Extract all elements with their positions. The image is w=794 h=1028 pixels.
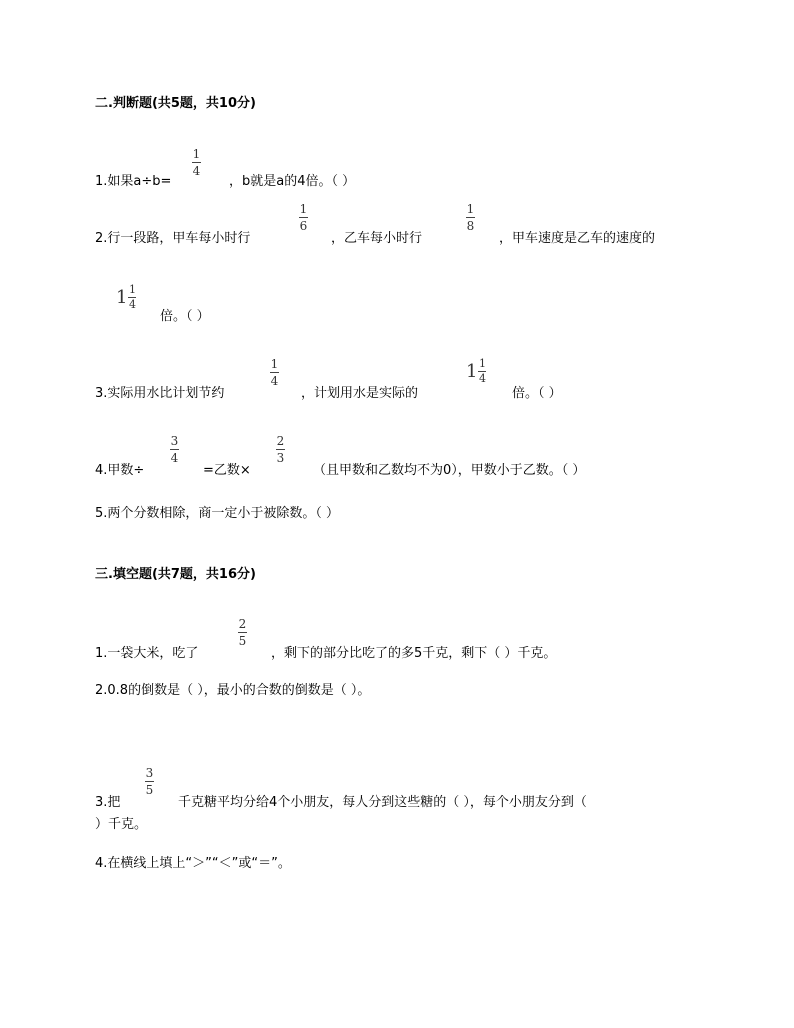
question-2-2-text-part3: ，甲车速度是乙车的速度的	[499, 231, 656, 246]
fraction-bar	[276, 449, 285, 450]
numerator: 1	[299, 202, 308, 216]
section-heading-judgment: 二.判断题(共5题，共10分)	[95, 96, 256, 111]
fraction-bar	[238, 632, 247, 633]
question-2-5-text: 5.两个分数相除，商一定小于被除数。（ ）	[95, 506, 340, 521]
question-2-2-text-part2: ，乙车每小时行	[331, 231, 423, 246]
denominator: 4	[128, 298, 136, 311]
question-2-3-text-part1: 3.实际用水比计划节约	[95, 386, 225, 401]
denominator: 4	[170, 451, 179, 465]
denominator: 6	[299, 219, 308, 233]
fraction-part	[478, 358, 486, 385]
question-3-3-text-part3: ）千克。	[95, 817, 148, 832]
numerator: 1	[192, 147, 201, 161]
question-3-1-text-part2: ，剩下的部分比吃了的多5千克，剩下（ ）千克。	[271, 646, 557, 661]
fraction-one-eighth	[466, 203, 475, 233]
question-2-3-text-part3: 倍。（ ）	[512, 386, 562, 401]
question-2-4-text-part3: （且甲数和乙数均不为0），甲数小于乙数。（ ）	[313, 463, 586, 478]
question-2-1-text-end: ，b就是a的4倍。（ ）	[229, 174, 356, 189]
question-2-2-text-part1: 2.行一段路，甲车每小时行	[95, 231, 251, 246]
denominator: 5	[238, 634, 247, 648]
denominator: 4	[192, 164, 201, 178]
fraction-one-quarter	[192, 148, 201, 178]
question-2-3-text-part2: ，计划用水是实际的	[301, 386, 419, 401]
section-heading-fill-in: 三.填空题(共7题，共16分)	[95, 567, 256, 582]
denominator: 3	[276, 451, 285, 465]
fraction-two-fifths	[238, 618, 247, 648]
denominator: 5	[145, 783, 154, 797]
fraction-bar	[270, 372, 279, 373]
denominator: 4	[270, 374, 279, 388]
fraction-bar	[145, 781, 154, 782]
question-2-4-text-part2: =乙数×	[203, 463, 251, 478]
question-3-4-text: 4.在横线上填上“＞”“＜”或“＝”。	[95, 856, 291, 871]
fraction-one-sixth	[299, 203, 308, 233]
fraction-part	[128, 284, 136, 311]
question-3-2-text: 2.0.8的倒数是（ ），最小的合数的倒数是（ ）。	[95, 683, 371, 698]
fraction-bar	[466, 217, 475, 218]
mixed-number-one-and-quarter	[116, 284, 136, 311]
whole-part: 1	[466, 360, 478, 382]
numerator: 1	[466, 202, 475, 216]
denominator: 4	[478, 372, 486, 385]
question-2-4-text-part1: 4.甲数÷	[95, 463, 145, 478]
fraction-one-quarter	[270, 358, 279, 388]
question-2-2-text-part4: 倍。（ ）	[160, 309, 210, 324]
numerator: 3	[145, 766, 154, 780]
whole-part: 1	[116, 286, 128, 308]
numerator: 1	[270, 357, 279, 371]
numerator: 3	[170, 434, 179, 448]
mixed-number-one-and-quarter	[466, 358, 486, 385]
numerator: 1	[128, 283, 136, 296]
fraction-bar	[299, 217, 308, 218]
fraction-three-quarters	[170, 435, 179, 465]
fraction-bar	[170, 449, 179, 450]
numerator: 1	[478, 357, 486, 370]
numerator: 2	[238, 617, 247, 631]
fraction-two-thirds	[276, 435, 285, 465]
question-3-1-text-part1: 1.一袋大米，吃了	[95, 646, 199, 661]
denominator: 8	[466, 219, 475, 233]
question-3-3-text-part2: 千克糖平均分给4个小朋友，每人分到这些糖的（ ），每个小朋友分到（	[178, 795, 587, 810]
fraction-bar	[192, 162, 201, 163]
numerator: 2	[276, 434, 285, 448]
question-3-3-text-part1: 3.把	[95, 795, 121, 810]
question-2-1-text-start: 1.如果a÷b=	[95, 174, 172, 189]
fraction-three-fifths	[145, 767, 154, 797]
